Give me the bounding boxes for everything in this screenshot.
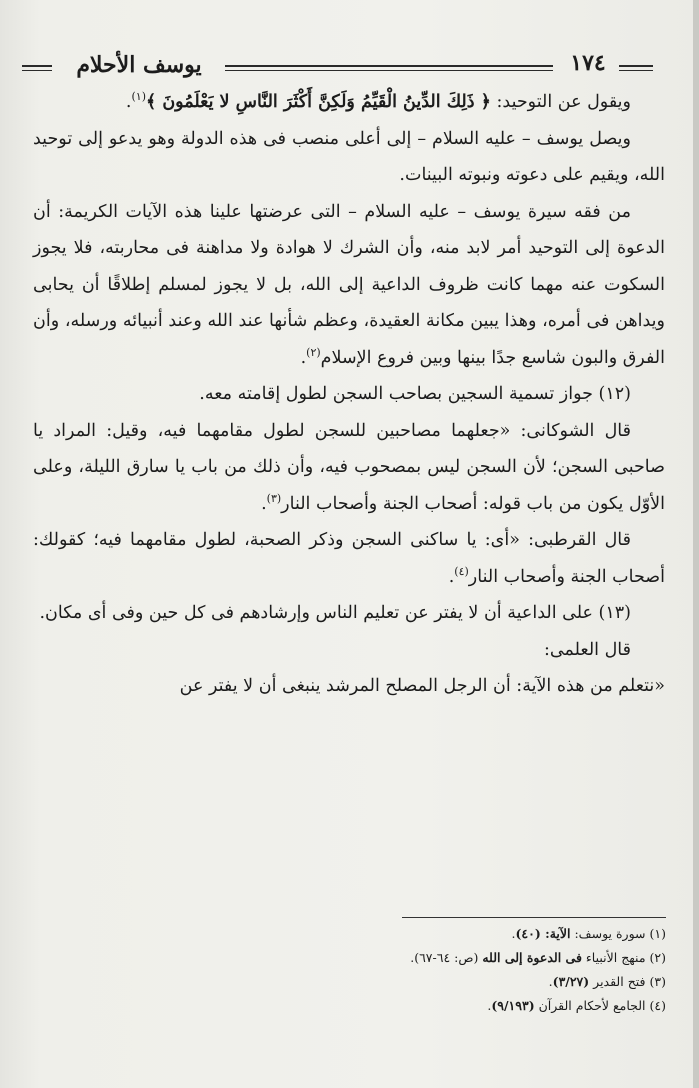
paragraph-text: قال الشوكانى: «جعلهما مصاحبين للسجن لطول مقامهما فيه، وقيل: المراد يا صاحبى السجن؛ لأن السجن ليس بمصحوب فيه، وأن ذلك من باب يا سارق الليلة، وعلى الأوّل يكون من باب قوله: أصحاب الجنة وأصحاب النار	[33, 420, 665, 514]
footnote-text: الجامع لأحكام القرآن	[534, 998, 646, 1013]
quran-verse: ﴿ ذَلِكَ الدِّينُ الْقَيِّمُ وَلَكِنَّ أَكْثَرَ النَّاسِ لا يَعْلَمُونَ ﴾	[145, 92, 491, 112]
header-rule-middle	[225, 65, 553, 71]
footnote-end: (ص: ٦٤-٦٧).	[410, 950, 483, 965]
footnote-bold: (٣/٢٧)	[552, 974, 590, 989]
footnote-end: .	[487, 998, 492, 1013]
paragraph-text: قال القرطبى: «أى: يا ساكنى السجن وذكر الصحبة، لطول مقامهما فيه؛ كقولك: أصحاب الجنة وأصحاب النار	[33, 530, 665, 587]
footnotes	[200, 922, 666, 1018]
footnote-text: سورة يوسف:	[570, 926, 646, 941]
footnote-ref: (١)	[131, 90, 146, 104]
paragraph-end: .	[125, 92, 132, 112]
footnote-number: (٤)	[649, 998, 666, 1013]
footnote-bold: فى الدعوة إلى الله	[482, 950, 582, 965]
footnote-end: .	[548, 974, 553, 989]
paragraph-text: ويقول عن التوحيد:	[490, 92, 631, 112]
footnote-item	[200, 994, 666, 1018]
footnote-number: (١)	[649, 926, 666, 941]
body-text	[33, 84, 665, 705]
paragraph-end: .	[300, 347, 307, 368]
paragraph-yusuf-rank: ويصل يوسف – عليه السلام – إلى أعلى منصب فى هذه الدولة وهو يدعو إلى توحيد الله، ويقيم على دعوته ونبوته البينات.	[33, 128, 665, 185]
running-title: يوسف الأحلام	[76, 52, 202, 78]
footnote-end: .	[511, 926, 516, 941]
footnote-item	[200, 946, 666, 970]
paragraph-fiqh-sirah	[33, 194, 665, 377]
paragraph-alami-intro: قال العلمى:	[543, 639, 631, 660]
footnote-item	[200, 922, 666, 946]
footnote-text: منهج الأنبياء	[581, 950, 646, 965]
footnote-ref: (٤)	[454, 564, 469, 578]
paragraph-alami-quote: «نتعلم من هذه الآية: أن الرجل المصلح المرشد ينبغى أن لا يفتر عن	[179, 676, 665, 696]
footnote-bold: (٩/١٩٣)	[491, 998, 535, 1013]
heading-point-13: (١٣) على الداعية أن لا يفتر عن تعليم الناس وإرشادهم فى كل حين وفى أى مكان.	[39, 603, 631, 623]
footnote-divider	[402, 917, 666, 918]
footnote-number: (٣)	[649, 974, 666, 989]
footnote-ref: (٢)	[306, 345, 321, 359]
footnote-text: فتح القدير	[589, 974, 646, 989]
paragraph-qurtubi	[33, 522, 665, 595]
paragraph-shawkani	[33, 413, 665, 523]
paragraph-text: من فقه سيرة يوسف – عليه السلام – التى عرضتها علينا هذه الآيات الكريمة: أن الدعوة إلى التوحيد أمر لابد منه، وأن الشرك لا هوادة ولا مداهنة فى محاربته، فلا يجوز السكوت عنه مهما كانت ظروف الداعية إلى الله، بل لا يجوز لمسلم إطلاقًا أن يحابى ويداهن فى أمره، وهذا يبين مكانة العقيدة، وعظم شأنها عند الله وعند أنبيائه ورسله، وأن الفرق والبون شاسع جدًا بينها وبين فروع الإسلام	[33, 201, 665, 368]
paragraph-end: .	[261, 493, 267, 514]
footnote-ref: (٣)	[266, 491, 282, 505]
heading-point-12: (١٢) جواز تسمية السجين بصاحب السجن لطول إقامته معه.	[199, 384, 631, 404]
header-rule-left	[22, 65, 52, 71]
paragraph-tawhid-quote	[33, 84, 665, 121]
footnote-bold: الآية: (٤٠)	[515, 926, 571, 941]
paragraph-end: .	[448, 566, 455, 587]
footnote-item	[200, 970, 666, 994]
page-header	[22, 50, 677, 86]
header-rule-right	[619, 65, 653, 71]
footnote-number: (٢)	[649, 950, 666, 965]
page-number: ١٧٤	[570, 50, 606, 76]
